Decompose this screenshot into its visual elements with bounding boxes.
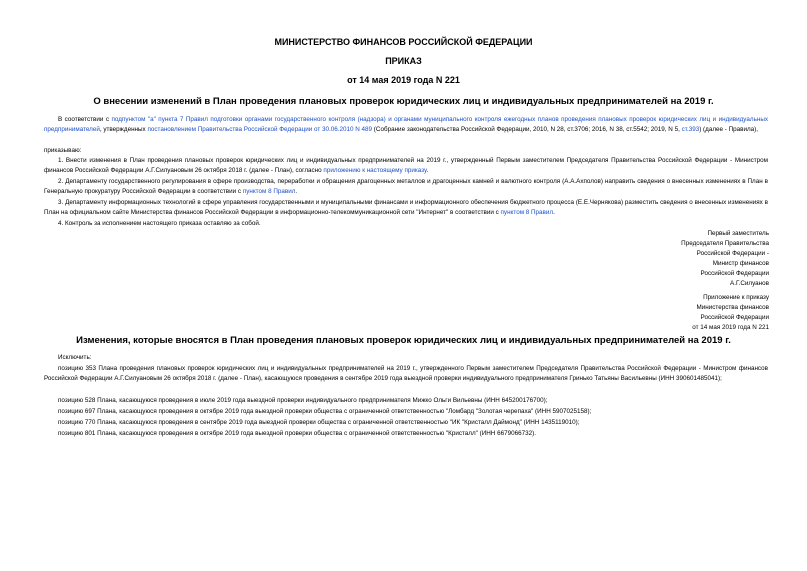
changes-title: Изменения, которые вносятся в План проведения плановых проверок юридических лиц и индивидуальных предпринимателей на 2019 г. [76, 335, 731, 346]
item-3-text-a: 3. Департаменту информационных технологий в сфере управления государственными и муниципальными финансами и информационного обеспечения бюджетного процесса (Е.Е.Чернякова) разместить сведения о внесенных изменениях в План на официальном сайте Министерства финансов Российской Федерации в информационно-телекоммуникационной сети "Интернет" в соответствии с [44, 199, 768, 217]
item-1-text-a: 1. Внести изменения в План проведения плановых проверок юридических лиц и индивидуальных предпринимателей на 2019 г., утвержденный Первым заместителем Председателя Правительства Российской Федерации - Министром финансов Российской Федерации А.Г.Силуановым 26 октября 2018 г. (далее - План), согласно [44, 157, 768, 175]
appendix-reference [569, 293, 769, 333]
order-item-3 [44, 198, 768, 219]
preamble-text-d: ) (далее - Правила), [699, 126, 759, 134]
position-item: позицию 770 Плана, касающуюся проведения в сентябре 2019 года выездной проверки общества с ограниченной ответственностью "ИК "Кристалл Даймонд" (ИНН 1435119010); [58, 419, 580, 426]
item-1-text-b: . [426, 167, 429, 175]
signature-line: Российской Федерации [700, 270, 769, 278]
preamble-text-a: В соответствии с [58, 116, 112, 123]
order-item-2 [44, 177, 768, 198]
position-item: позицию 528 Плана, касающуюся проведения в июле 2019 года выездной проверки индивидуального предпринимателя Мижко Ольги Вильевны (ИНН 645200176700); [58, 397, 548, 404]
position-item: позицию 353 Плана проведения плановых проверок юридических лиц и индивидуальных предпринимателей на 2019 г., утвержденного Первым заместителем Председателя Правительства Российской Федерации - Министром финансов Российской Федерации А.Г.Силуановым 26 октября 2018 г. (далее - План), касающуюся проведения в сентябре 2019 года выездной проверки индивидуального предпринимателя Гринько Татьяны Васильевны (ИНН 390601485041); [44, 365, 768, 383]
signature-line: Первый заместитель [707, 230, 769, 237]
government-decree-link[interactable]: постановлением Правительства Российской Федерации от 30.06.2010 N 489 [147, 126, 373, 134]
signature-line: Министр финансов [712, 260, 769, 268]
preamble-text-c: (Собрание законодательства Российской Федерации, 2010, N 28, ст.3706; 2016, N 38, ст.5542; 2019, N 5, [372, 126, 682, 134]
rules-item-8-link[interactable]: пунктом 8 Правил [242, 188, 296, 196]
signature-name: А.Г.Силуанов [730, 280, 769, 288]
appendix-line: Российской Федерации [700, 314, 769, 322]
doc-title: О внесении изменений в План проведения плановых проверок юридических лиц и индивидуальных предпринимателей на 2019 г. [93, 96, 714, 107]
signature-line: Российской Федерации - [696, 250, 769, 258]
appendix-line: от 14 мая 2019 года N 221 [692, 324, 769, 332]
doc-type-heading: ПРИКАЗ [385, 56, 422, 66]
position-item: позицию 697 Плана, касающуюся проведения в октябре 2019 года выездной проверки общества с ограниченной ответственностью "Ломбард "Золотая черепаха" (ИНН 5907025158); [58, 408, 592, 415]
item-2-text-a: 2. Департаменту государственного регулирования в сфере производства, переработки и обращения драгоценных металлов и драгоценных камней и валютного контроля (А.А.Ахполов) направить сведения о внесенных изменениях в План в Генеральную прокуратуру Российской Федерации в соответствии с [44, 178, 768, 196]
appendix-link[interactable]: приложению к настоящему приказу [323, 167, 427, 175]
rules-item-8-link-2[interactable]: пунктом 8 Правил [500, 209, 554, 217]
item-2-text-b: . [295, 188, 298, 196]
preamble-text-b: , утвержденных [99, 126, 148, 134]
item-3-text-b: . [553, 209, 555, 217]
order-item-4: 4. Контроль за исполнением настоящего приказа оставляю за собой. [58, 220, 261, 227]
preamble-paragraph [44, 115, 768, 136]
appendix-line: Министерства финансов [696, 304, 769, 312]
exclude-label: Исключить: [58, 354, 92, 361]
position-item: позицию 801 Плана, касающуюся проведения в октябре 2019 года выездной проверки общества с ограниченной ответственностью "Кристалл" (ИНН 6679066732). [58, 430, 536, 437]
article-393-link[interactable]: ст.393 [681, 126, 700, 134]
order-item-1 [44, 156, 768, 177]
signature-line: Председателя Правительства [681, 240, 769, 248]
rules-subparagraph-link[interactable]: подпунктом "а" пункта 7 Правил подготовки органами государственного контроля (надзора) и органами муниципального контроля ежегодных планов проведения плановых проверок юридических лиц и индивидуальных предпринимателей [44, 116, 768, 134]
doc-date-number: от 14 мая 2019 года N 221 [347, 75, 460, 85]
signature-block [569, 229, 769, 290]
ministry-heading: МИНИСТЕРСТВО ФИНАНСОВ РОССИЙСКОЙ ФЕДЕРАЦИИ [274, 37, 533, 47]
appendix-line: Приложение к приказу [703, 294, 769, 301]
order-word: приказываю: [44, 147, 82, 154]
